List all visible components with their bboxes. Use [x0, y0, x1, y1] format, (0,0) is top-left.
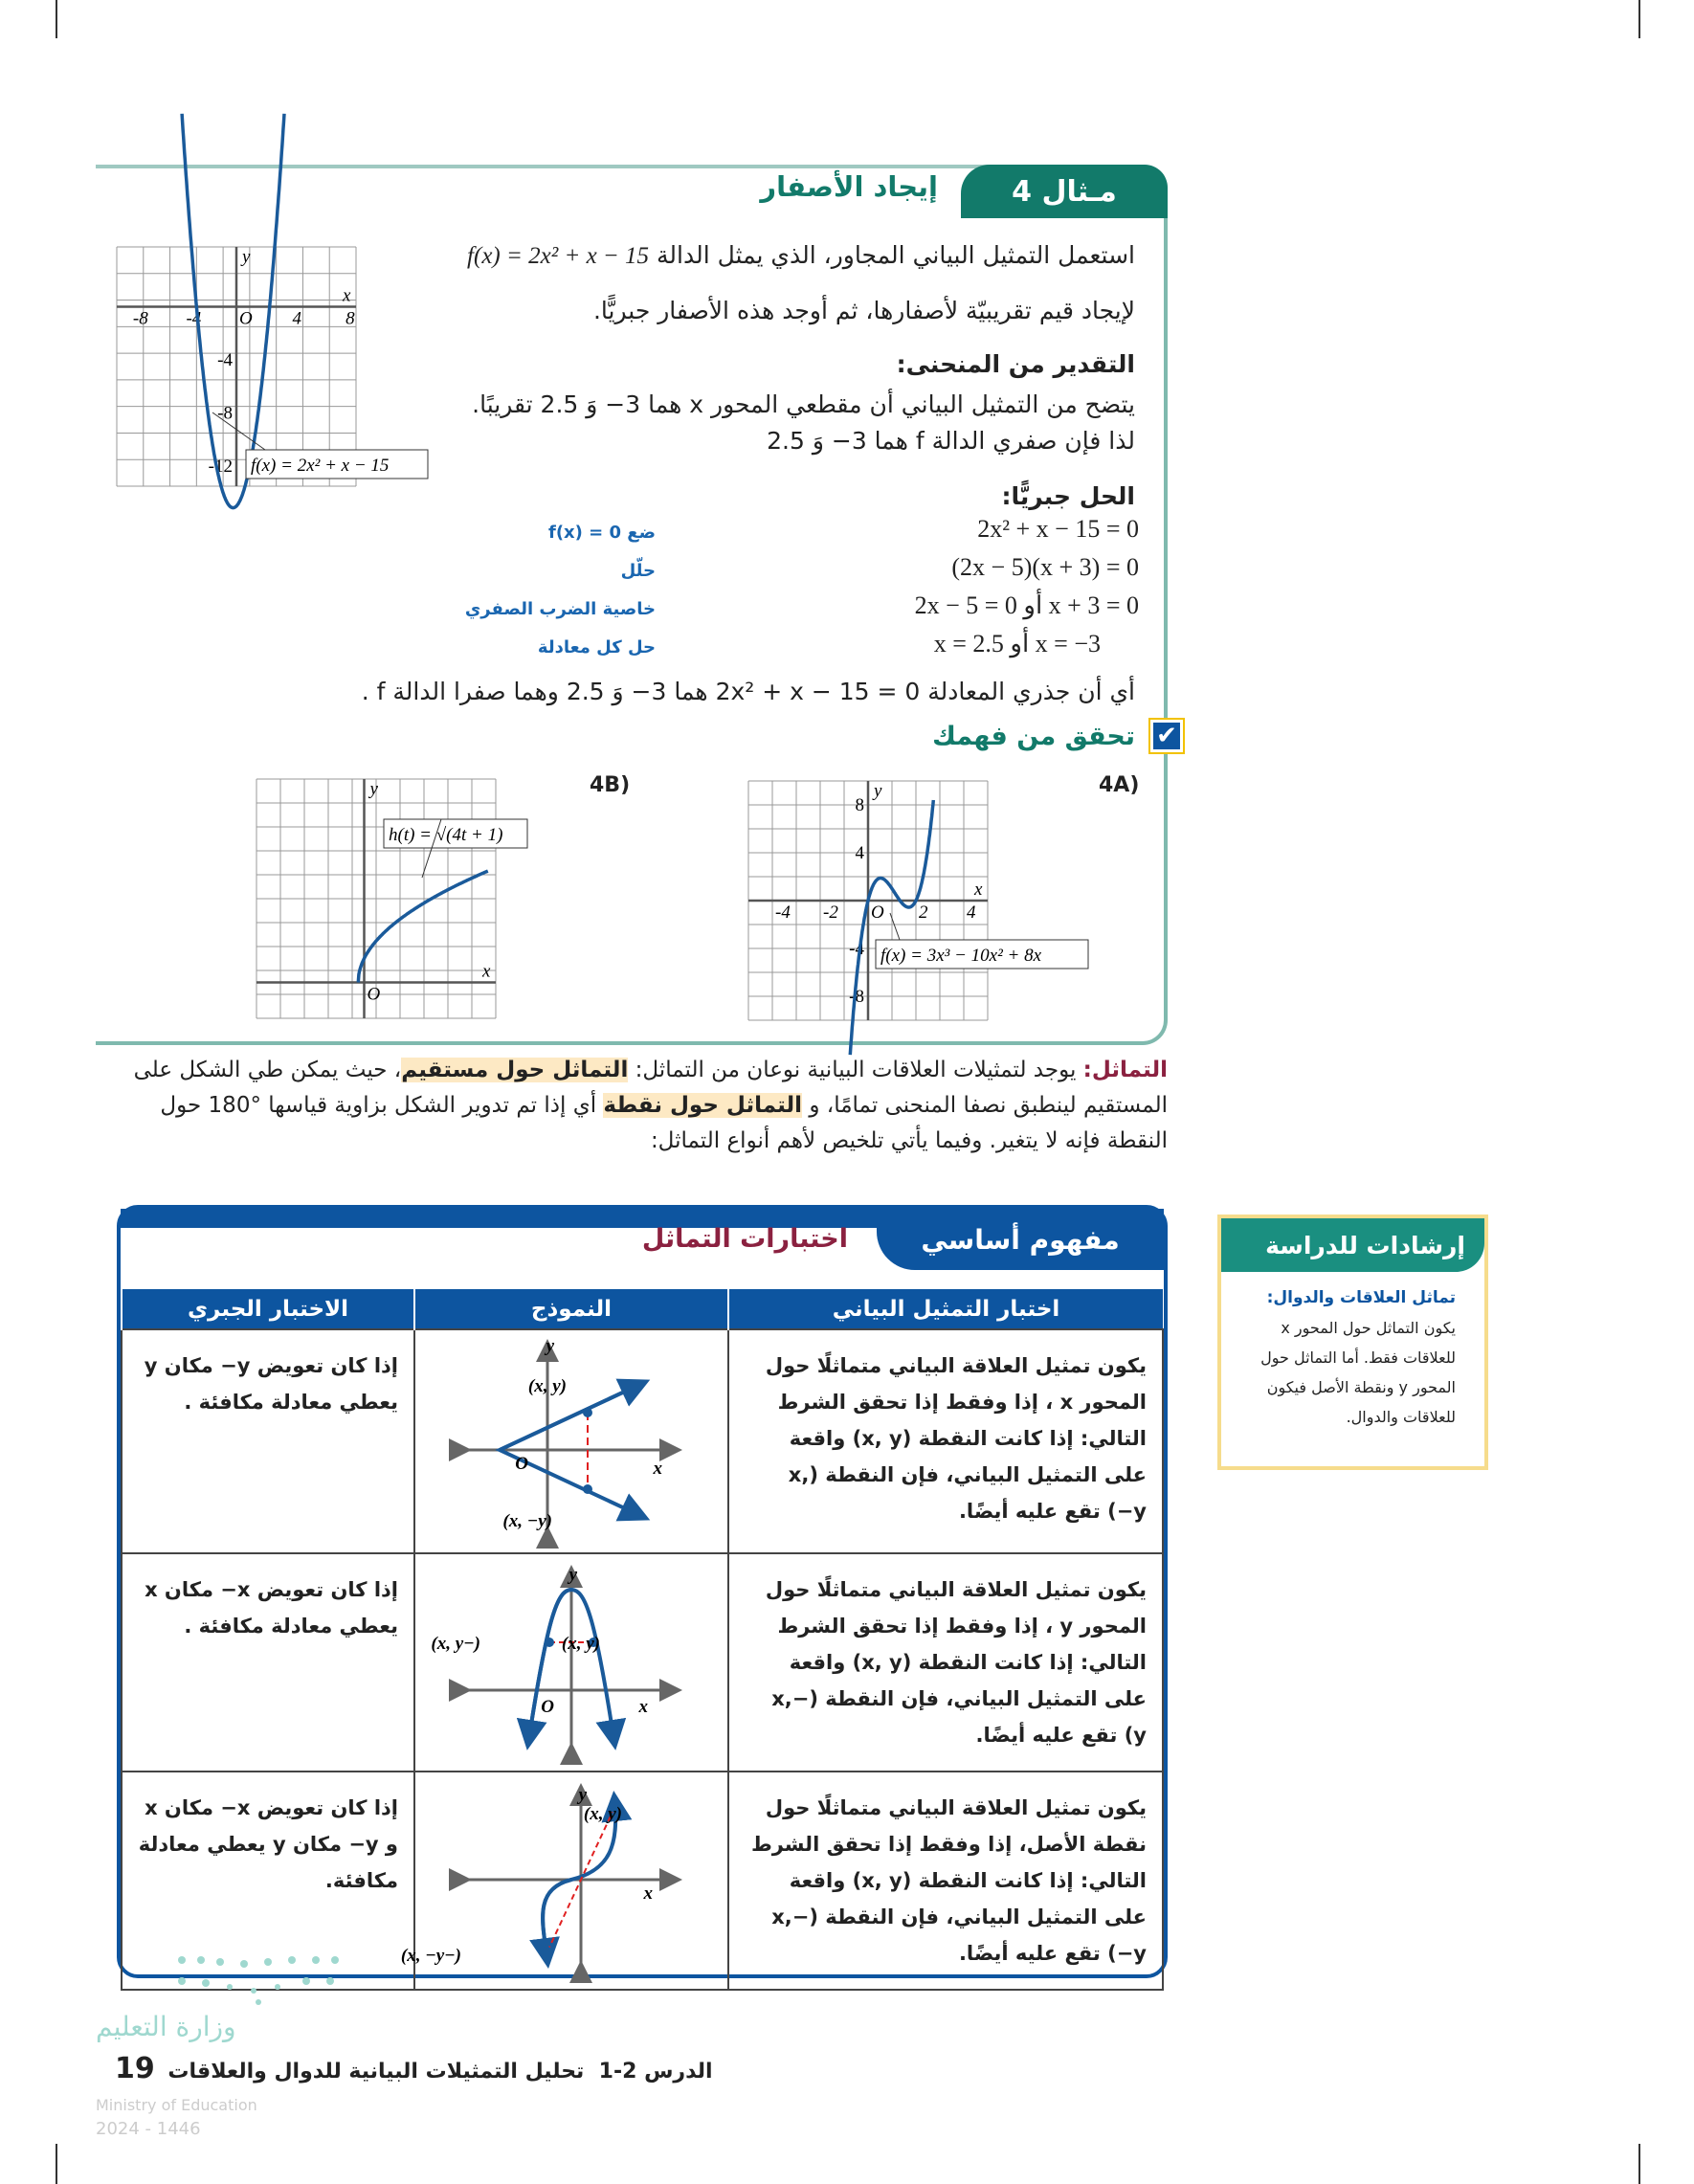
model: [414, 1553, 728, 1772]
x-axis-name: x: [482, 961, 491, 982]
example-tab: مـثال 4: [961, 165, 1168, 218]
tips-text: يكون التماثل حول المحور x للعلاقات فقط. أما التماثل حول المحور y ونقطة الأصل فيكون للعلاقات والدوال.: [1260, 1319, 1456, 1426]
origin-symmetry-diagram: [400, 1779, 715, 1971]
x-tick-label: O: [239, 308, 253, 329]
text: ، حيث يمكن طي الشكل على المستقيم لينطبق نصفا المنحنى تمامًا، و: [133, 1058, 1168, 1118]
step-eq: 2x² + x − 15 = 0: [977, 515, 1139, 543]
step-note: حلّل: [620, 561, 656, 581]
footer: [115, 2052, 713, 2085]
y-tick-label: -4: [217, 350, 233, 371]
estimate-line-1: يتضح من التمثيل البياني أن مقطعي المحور x هما 3− وَ 2.5 تقريبًا.: [472, 390, 1135, 418]
year: 2024 - 1446: [96, 2119, 201, 2139]
svg-text:(x, y): (x, y): [583, 1804, 622, 1824]
crop-mark: [1638, 2144, 1640, 2184]
x-tick-label: -4: [775, 903, 791, 923]
algebraic-test: إذا كان تعويض x− مكان x يعطي معادلة مكافئة .: [122, 1553, 414, 1772]
x-tick-label: -4: [186, 308, 202, 329]
prompt-line-1: استعمل التمثيل البياني المجاور، الذي يمثل الدالة f(x) = 2x² + x − 15: [467, 241, 1135, 269]
step-note: خاصية الضرب الصفري: [464, 599, 656, 619]
svg-text:(−x, y): (−x, y): [431, 1634, 480, 1654]
table-row: [122, 1329, 1163, 1553]
ministry-name: وزارة التعليم: [96, 2011, 236, 2042]
exercise-label-4b: 4B): [590, 773, 631, 797]
solution-steps: [450, 515, 1139, 673]
concept-tab: مفهوم أساسي: [877, 1209, 1164, 1270]
table-row: [122, 1553, 1163, 1772]
x-tick-label: -8: [132, 308, 148, 329]
text: أي إذا تم تدوير الشكل بزاوية قياسها °180 حول النقطة فإنه لا يتغير. وفيما يأتي تلخيص لأهم أنواع التماثل:: [160, 1093, 1168, 1153]
text: يوجد لتمثيلات العلاقات البيانية نوعان من التماثل:: [635, 1058, 1077, 1082]
x-tick-label: 8: [345, 308, 355, 329]
column-header: النموذج: [414, 1289, 728, 1329]
y-tick-label: 8: [855, 795, 864, 815]
svg-text:x: x: [638, 1697, 648, 1717]
step-note: ضع f(x) = 0: [547, 523, 656, 543]
x-tick-label: O: [367, 984, 381, 1005]
x-tick-label: 2: [919, 903, 928, 923]
function-label: f(x) = 3x³ − 10x² + 8x: [880, 946, 1042, 966]
symmetry-label: التماثل:: [1082, 1058, 1168, 1082]
function-curve: [358, 871, 488, 982]
tips-subtitle: تماثل العلاقات والدوال:: [1266, 1288, 1456, 1307]
conclusion: أي أن جذري المعادلة 2x² + x − 15 = 0 هما 3− وَ 2.5 وهما صفرا الدالة f .: [361, 678, 1135, 705]
x-tick-label: 4: [292, 308, 302, 329]
ministry-name-en: Ministry of Education: [96, 2096, 257, 2114]
highlight-point-symmetry: التماثل حول نقطة: [603, 1093, 803, 1118]
x-axis-symmetry-diagram: [428, 1330, 715, 1541]
tips-body: [1236, 1283, 1456, 1432]
highlight-line-symmetry: التماثل حول مستقيم: [401, 1058, 629, 1082]
x-tick-label: O: [871, 903, 884, 923]
graph-4b: [255, 777, 542, 1020]
page-number: 19: [115, 2052, 155, 2085]
graph-4a: [747, 779, 1091, 1022]
crop-mark: [1638, 0, 1640, 38]
study-tips-box: [1217, 1215, 1488, 1470]
example-title: إيجاد الأصفار: [760, 170, 938, 203]
x-tick-label: 4: [967, 903, 976, 923]
check-icon: ✔: [1150, 720, 1183, 752]
algebraic-test: إذا كان تعويض y− مكان y يعطي معادلة مكافئة .: [122, 1329, 414, 1553]
column-header: الاختبار الجبري: [122, 1289, 414, 1329]
y-tick-label: 4: [855, 843, 864, 863]
graph-test: يكون تمثيل العلاقة البياني متماثلًا حول نقطة الأصل، إذا وفقط إذا تحقق الشرط التالي: إذا كانت النقطة (x, y) واقعة على التمثيل البياني، فإن النقطة (−x, −y) تقع عليه أيضًا.: [728, 1772, 1163, 1990]
x-tick-label: -2: [823, 903, 838, 923]
prompt-line-2: لإيجاد قيم تقريبيّة لأصفارها، ثم أوجد هذه الأصفار جبريًّا.: [592, 297, 1135, 324]
graph-main: [117, 245, 433, 486]
y-tick-label: -12: [208, 457, 233, 478]
svg-text:y: y: [546, 1336, 554, 1356]
svg-text:(−x, −y): (−x, −y): [400, 1946, 461, 1966]
y-axis-symmetry-diagram: [428, 1561, 715, 1752]
svg-text:y: y: [578, 1785, 587, 1805]
y-tick-label: -8: [849, 987, 864, 1007]
svg-text:O: O: [541, 1697, 554, 1717]
crop-mark: [56, 2144, 57, 2184]
y-axis-name: y: [874, 781, 882, 801]
estimate-heading: التقدير من المنحنى:: [896, 350, 1135, 378]
algebraic-test: إذا كان تعويض x− مكان x و y− مكان y يعطي معادلة مكافئة.: [122, 1772, 414, 1990]
y-tick-label: -8: [217, 403, 233, 424]
model: [400, 1772, 728, 1990]
svg-text:y: y: [568, 1565, 577, 1585]
svg-text:(x, −y): (x, −y): [502, 1511, 552, 1531]
lesson-title: الدرس 2-1 تحليل التمثيلات البيانية للدوال والعلاقات: [167, 2060, 713, 2084]
x-axis-name: x: [974, 880, 983, 900]
model: [414, 1329, 728, 1553]
tips-title: إرشادات للدراسة: [1221, 1218, 1484, 1272]
svg-text:(x, y): (x, y): [527, 1376, 567, 1396]
ministry-logo-dots: [172, 1952, 345, 2010]
x-axis-name: x: [343, 285, 351, 306]
step-eq: x = 2.5 أو x = −3: [933, 630, 1101, 657]
column-header: اختبار التمثيل البياني: [728, 1289, 1163, 1329]
step-note: حل كل معادلة: [537, 637, 656, 657]
concept-title: اختبارات التماثل: [641, 1224, 848, 1254]
function-label: f(x) = 2x² + x − 15: [251, 456, 390, 476]
graph-test: يكون تمثيل العلاقة البياني متماثلًا حول المحور x ، إذا وفقط إذا تحقق الشرط التالي: إذا كانت النقطة (x, y) واقعة على التمثيل البياني، فإن النقطة (x, −y) تقع عليه أيضًا.: [728, 1329, 1163, 1553]
svg-text:(x, y): (x, y): [561, 1634, 600, 1654]
crop-mark: [56, 0, 57, 38]
y-tick-label: -4: [849, 939, 864, 959]
symmetry-paragraph: [132, 1053, 1168, 1159]
exercise-label-4a: 4A): [1099, 773, 1140, 797]
svg-text:O: O: [515, 1454, 528, 1474]
check-title: تحقق من فهمك: [932, 722, 1135, 751]
step-eq: (2x − 5)(x + 3) = 0: [951, 553, 1139, 581]
estimate-line-2: لذا فإن صفري الدالة f هما 3− وَ 2.5: [767, 427, 1135, 455]
svg-text:x: x: [643, 1883, 653, 1904]
symmetry-table: [121, 1289, 1164, 1991]
y-axis-name: y: [369, 779, 378, 799]
function-label: h(t) = √(4t + 1): [389, 825, 503, 845]
key-concept-box: [117, 1205, 1168, 1978]
step-eq: 2x − 5 = 0 أو x + 3 = 0: [914, 591, 1139, 619]
graph-test: يكون تمثيل العلاقة البياني متماثلًا حول المحور y ، إذا وفقط إذا تحقق الشرط التالي: إذا كانت النقطة (x, y) واقعة على التمثيل البياني، فإن النقطة (−x, y) تقع عليه أيضًا.: [728, 1553, 1163, 1772]
y-axis-name: y: [242, 247, 251, 267]
algebra-heading: الحل جبريًّا:: [1001, 482, 1135, 510]
svg-text:x: x: [653, 1459, 662, 1479]
